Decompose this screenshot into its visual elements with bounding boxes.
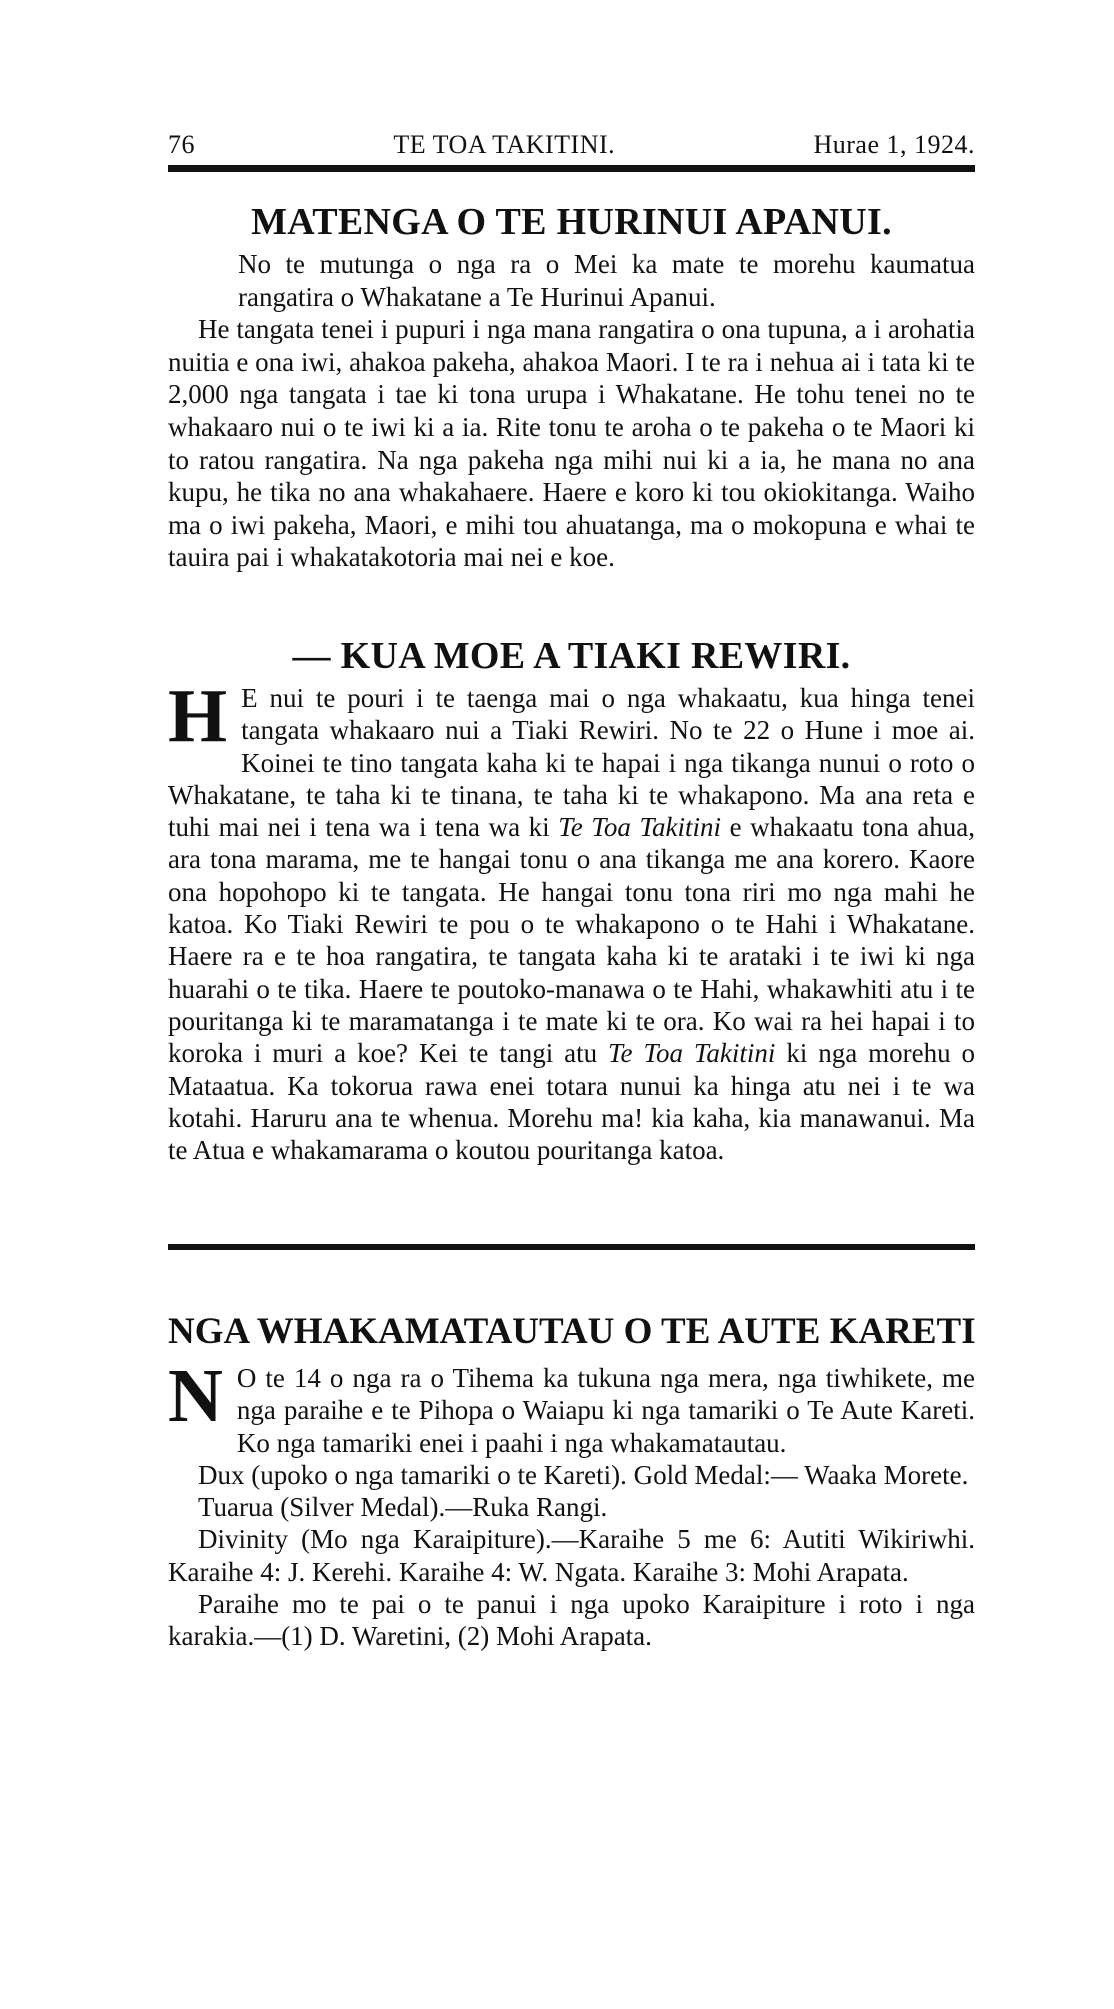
article-paragraph: No te mutunga o nga ra o Mei ka mate te morehu kaumatua rangatira o Whakatane a Te Hurinui Apanui.	[238, 249, 975, 312]
article-paragraph: He tangata tenei i pupuri i nga mana rangatira o ona tupuna, a i arohatia nuitia e ona iwi, ahakoa pakeha, ahakoa Maori. I te ra i nehua ai i tata ki te 2,000 nga tangata i tae ki tona urupa i Whakatane. He tohu tenei no te whakaaro nui o te iwi ki a ia. Rite tonu te aroha o te pakeha o te Maori ki to ratou rangatira. Na nga pakeha nga mihi nui ki a ia, he mana no ana kupu, he tika no ana whakahaere. Haere e koro ki tou okiokitanga. Waiho ma o iwi pakeha, Maori, e mihi tou ahuatanga, ma o mokopuna e whai te tauira pai i whakatakotoria mai nei e koe.	[168, 314, 975, 573]
text-run: ki nga morehu o Mataatua. Ka tokorua rawa enei totara nunui ka hinga atu nei i te wa kotahi. Haruru ana te whenua. Morehu ma! kia kaha, kia manawanui. Ma te Atua e whakamarama o koutou pouritanga katoa.	[168, 1038, 976, 1166]
article-title: NGA WHAKAMATAUTAU O TE AUTE KARETI	[168, 1311, 976, 1352]
text-run: e whakaatu tona ahua, ara tona marama, me te hangai tonu o ana tikanga me ana korero. Kaore ona hopohopo ki te tangata. He hangai tonu tona riri mo nga mahi he katoa. Ko Tiaki Rewiri te pou o te whakapono o te Hahi i Whakatane. Haere ra e te hoa rangatira, te tangata kaha ki te arataki i te iwi ki nga huarahi o te tika. Haere te poutoko-manawa o te Hahi, whakawhiti atu i te pouritanga ki te maramatanga i te mate ki te ora. Ko wai ra hei hapai i to koroka i muri a koe? Kei te tangi atu	[168, 812, 975, 1069]
issue-date: Hurae 1, 1924.	[813, 130, 975, 159]
award-entry: Paraihe mo te pai o te panui i nga upoko Karaipiture i roto i nga karakia.—(1) D. Waretini, (2) Mohi Arapata.	[168, 1589, 975, 1652]
page-number: 76	[168, 130, 195, 159]
section-divider	[168, 1244, 975, 1250]
italic-publication-name: Te Toa Takitini	[608, 1038, 776, 1069]
italic-publication-name: Te Toa Takitini	[558, 812, 722, 843]
drop-cap: H	[168, 674, 228, 758]
article-tiaki-rewiri	[168, 634, 975, 1166]
text-run: O te 14 o nga ra o Tihema ka tukuna nga mera, nga tiwhikete, me nga paraihe e te Pihopa o Waiapu ki nga tamariki o Te Aute Kareti. Ko nga tamariki enei i paahi i nga whakamatautau.	[236, 1363, 975, 1458]
publication-title: TE TOA TAKITINI.	[393, 130, 616, 159]
award-entry: Divinity (Mo nga Karaipiture).—Karaihe 5 me 6: Autiti Wikiriwhi. Karaihe 4: J. Kerehi. Karaihe 4: W. Ngata. Karaihe 3: Mohi Arapata.	[168, 1524, 975, 1587]
award-entry: Dux (upoko o nga tamariki o te Kareti). Gold Medal:— Waaka Morete.	[198, 1459, 969, 1490]
article-title: MATENGA O TE HURINUI APANUI.	[251, 201, 892, 243]
header-rule	[168, 165, 975, 172]
text-run: E nui te pouri i te taenga mai o nga whakaatu, kua hinga tenei tangata whakaaro nui a Tiaki Rewiri. No te 22 o Hune i moe ai. Koinei te tino tangata kaha ki te hapai i nga tikanga nunui o roto o Whakatane, te taha ki te tinana, te taha ki te whakapono. Ma ana reta e tuhi mai nei i tena wa i tena wa ki	[168, 683, 975, 843]
drop-cap: N	[168, 1354, 223, 1438]
article-paragraph	[168, 1354, 975, 1459]
article-title: — KUA MOE A TIAKI REWIRI.	[292, 635, 851, 677]
article-paragraph	[168, 674, 976, 1166]
article-matenga	[168, 200, 975, 574]
page-header	[168, 130, 975, 160]
award-entry: Tuarua (Silver Medal).—Ruka Rangi.	[198, 1492, 608, 1523]
article-aute-kareti	[168, 1310, 975, 1653]
